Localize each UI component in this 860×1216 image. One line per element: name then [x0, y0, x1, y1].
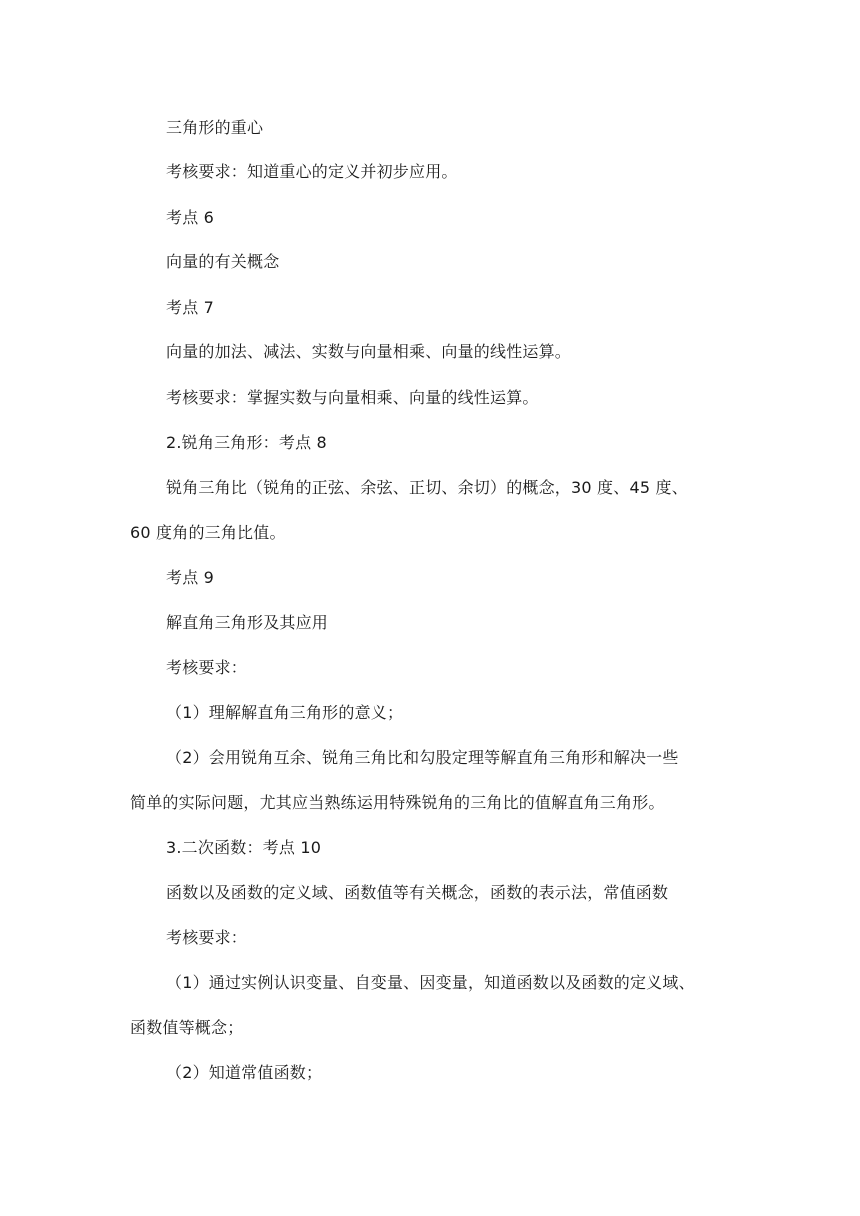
- text-line: 考核要求：: [166, 658, 248, 677]
- text-line: 函数以及函数的定义域、函数值等有关概念，函数的表示法，常值函数: [166, 883, 669, 902]
- text-line: 简单的实际问题，尤其应当熟练运用特殊锐角的三角比的值解直角三角形。: [130, 793, 665, 812]
- text-line: 向量的加法、减法、实数与向量相乘、向量的线性运算。: [166, 342, 572, 361]
- text-line: 考点 7: [166, 298, 215, 317]
- text-line: （1）理解解直角三角形的意义；: [166, 703, 404, 722]
- text-line: 2.锐角三角形：考点 8: [166, 433, 327, 452]
- text-line: 解直角三角形及其应用: [166, 613, 329, 632]
- text-line: （2）知道常值函数；: [166, 1063, 323, 1082]
- text-line: 函数值等概念；: [130, 1018, 244, 1037]
- text-line: 3.二次函数：考点 10: [166, 838, 322, 857]
- text-line: 锐角三角比（锐角的正弦、余弦、正切、余切）的概念，30 度、45 度、: [166, 478, 688, 497]
- text-line: （1）通过实例认识变量、自变量、因变量，知道函数以及函数的定义域、: [166, 973, 695, 992]
- text-line: 60 度角的三角比值。: [130, 523, 286, 542]
- text-line: 考核要求：: [166, 928, 248, 947]
- text-line: 三角形的重心: [166, 118, 264, 137]
- text-line: 考核要求：知道重心的定义并初步应用。: [166, 162, 458, 181]
- text-line: 考点 6: [166, 208, 215, 227]
- text-line: （2）会用锐角互余、锐角三角比和勾股定理等解直角三角形和解决一些: [166, 748, 679, 767]
- text-line: 向量的有关概念: [166, 252, 280, 271]
- text-line: 考点 9: [166, 568, 215, 587]
- text-line: 考核要求：掌握实数与向量相乘、向量的线性运算。: [166, 388, 539, 407]
